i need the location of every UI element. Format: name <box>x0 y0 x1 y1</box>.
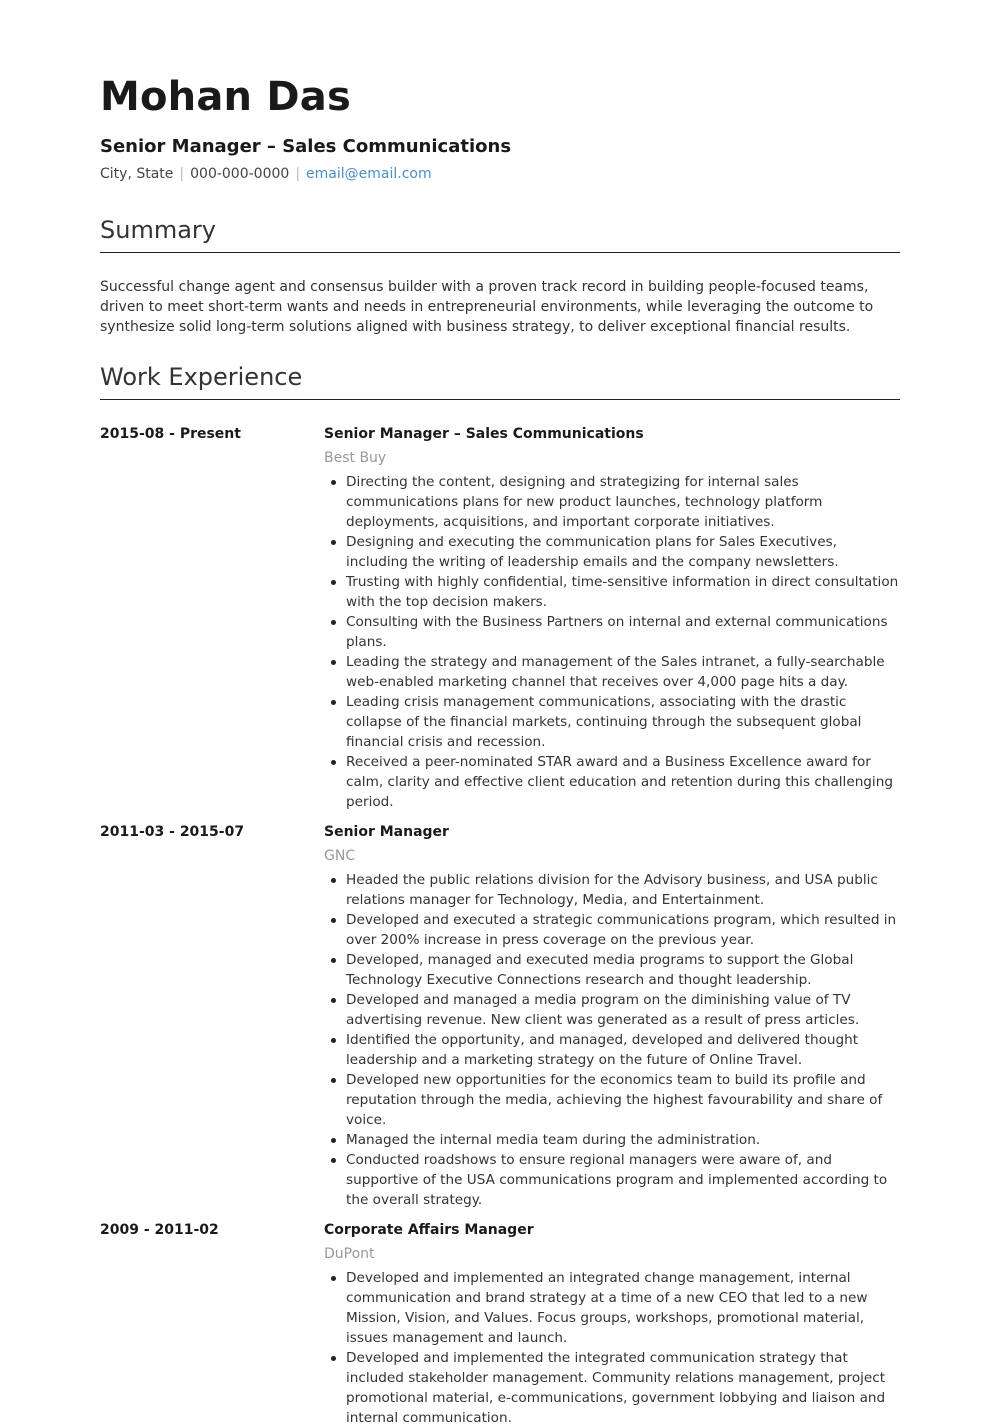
job-bullet: Designing and executing the communication plans for Sales Executives, including the writing of leadership emails and the company newsletters. <box>324 532 900 572</box>
job-entry <box>100 1220 900 1428</box>
job-bullet: Developed and managed a media program on the diminishing value of TV advertising revenue. New client was generated as a result of press articles. <box>324 990 900 1030</box>
job-details <box>324 1220 900 1428</box>
job-bullet: Identified the opportunity, and managed, developed and delivered thought leadership and a marketing strategy on the future of Online Travel. <box>324 1030 900 1070</box>
job-bullet: Received a peer-nominated STAR award and a Business Excellence award for calm, clarity and effective client education and retention during this challenging period. <box>324 752 900 812</box>
candidate-name: Mohan Das <box>100 74 351 120</box>
contact-separator: | <box>179 166 185 182</box>
contact-separator: | <box>295 166 301 182</box>
job-bullet: Leading the strategy and management of the Sales intranet, a fully-searchable web-enabled marketing channel that receives over 4,000 page hits a day. <box>324 652 900 692</box>
job-bullet: Developed new opportunities for the economics team to build its profile and reputation through the media, achieving the highest favourability and share of voice. <box>324 1070 900 1130</box>
candidate-headline: Senior Manager – Sales Communications <box>100 136 512 157</box>
job-dates: 2015-08 - Present <box>100 426 241 442</box>
job-title: Senior Manager – Sales Communications <box>324 426 644 442</box>
job-title: Senior Manager <box>324 824 449 840</box>
summary-heading: Summary <box>100 214 900 253</box>
job-details <box>324 424 900 812</box>
job-bullet-list <box>324 472 900 812</box>
contact-email-link[interactable]: email@email.com <box>306 166 432 182</box>
job-company: Best Buy <box>324 450 387 466</box>
job-bullet: Developed, managed and executed media programs to support the Global Technology Executive Connections research and thought leadership. <box>324 950 900 990</box>
job-company: DuPont <box>324 1246 375 1262</box>
job-bullet: Conducted roadshows to ensure regional managers were aware of, and supportive of the USA communications program and implemented according to the overall strategy. <box>324 1150 900 1210</box>
job-bullet: Developed and implemented an integrated change management, internal communication and brand strategy at a time of a new CEO that led to a new Mission, Vision, and Values. Focus groups, workshops, promotional material, issues management and launch. <box>324 1268 900 1348</box>
job-bullet: Leading crisis management communications, associating with the drastic collapse of the financial markets, continuing through the subsequent global financial crisis and recession. <box>324 692 900 752</box>
work-experience-section <box>100 361 900 1428</box>
resume-page <box>100 0 900 1428</box>
job-bullet: Developed and implemented the integrated communication strategy that included stakeholder management. Community relations management, project promotional material, e-communications, government lobbying and liaison and internal communication. <box>324 1348 900 1428</box>
job-company: GNC <box>324 848 356 864</box>
job-dates: 2009 - 2011-02 <box>100 1222 219 1238</box>
job-bullet: Headed the public relations division for the Advisory business, and USA public relations manager for Technology, Media, and Entertainment. <box>324 870 900 910</box>
job-dates: 2011-03 - 2015-07 <box>100 824 245 840</box>
work-experience-heading: Work Experience <box>100 361 900 400</box>
resume-header <box>100 72 900 184</box>
job-details <box>324 822 900 1210</box>
job-bullet-list <box>324 870 900 1210</box>
job-bullet: Managed the internal media team during the administration. <box>324 1130 900 1150</box>
summary-section <box>100 214 900 337</box>
job-list <box>100 424 900 1428</box>
contact-location: City, State <box>100 166 174 182</box>
job-bullet-list <box>324 1268 900 1428</box>
contact-phone: 000-000-0000 <box>190 166 290 182</box>
job-bullet: Consulting with the Business Partners on internal and external communications plans. <box>324 612 900 652</box>
job-entry <box>100 424 900 812</box>
summary-text: Successful change agent and consensus builder with a proven track record in building people-focused teams, driven to meet short-term wants and needs in entrepreneurial environments, while leveraging the outcome to synthesize solid long-term solutions aligned with business strategy, to deliver exceptional financial results. <box>100 279 874 335</box>
job-entry <box>100 822 900 1210</box>
job-bullet: Developed and executed a strategic communications program, which resulted in over 200% increase in press coverage on the previous year. <box>324 910 900 950</box>
job-bullet: Directing the content, designing and strategizing for internal sales communications plans for new product launches, technology platform deployments, acquisitions, and important corporate initiatives. <box>324 472 900 532</box>
job-title: Corporate Affairs Manager <box>324 1222 534 1238</box>
contact-line <box>100 164 900 184</box>
job-bullet: Trusting with highly confidential, time-sensitive information in direct consultation with the top decision makers. <box>324 572 900 612</box>
